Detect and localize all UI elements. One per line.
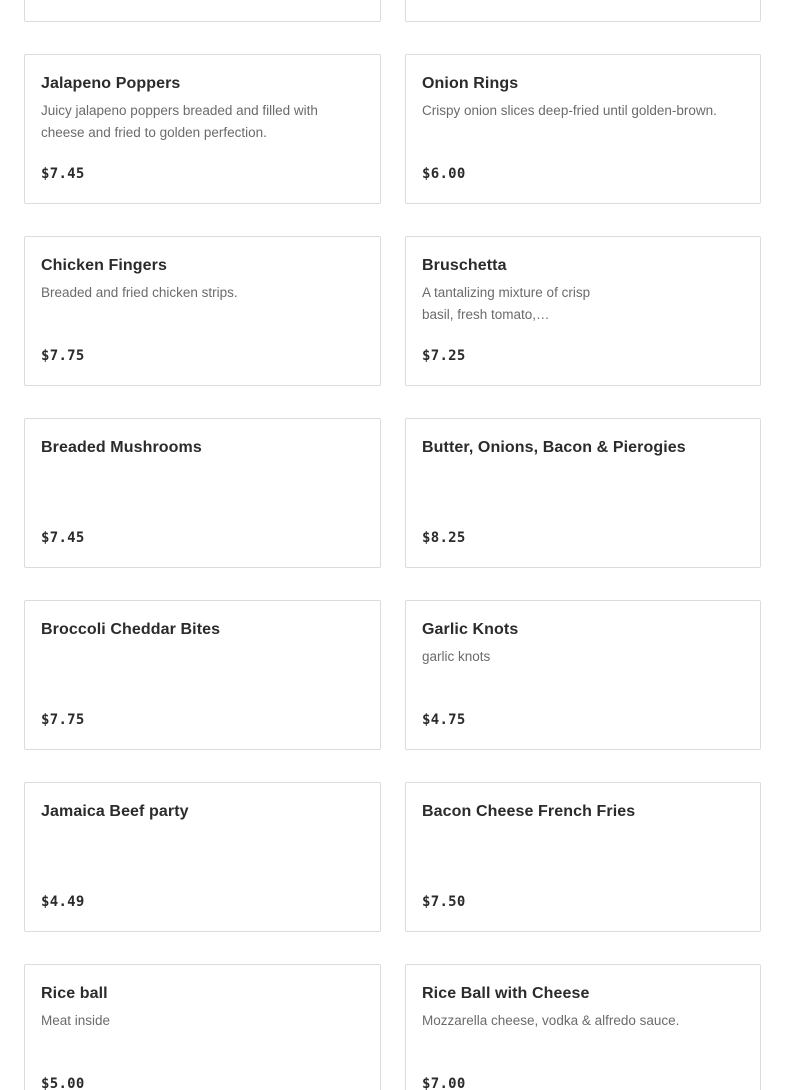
- menu-item-name: Rice ball: [41, 985, 108, 1002]
- menu-item-card[interactable]: [24, 418, 381, 568]
- menu-item-name: Broccoli Cheddar Bites: [41, 621, 221, 638]
- menu-item-price: $6.00: [422, 166, 466, 182]
- menu-item-name: Rice Ball with Cheese: [422, 985, 590, 1002]
- menu-item-name: Butter, Onions, Bacon & Pierogies: [422, 439, 686, 456]
- menu-item-card[interactable]: [405, 600, 761, 750]
- menu-item-card[interactable]: [24, 600, 381, 750]
- menu-item-card[interactable]: [24, 964, 381, 1090]
- menu-item-price: $8.25: [422, 530, 466, 546]
- menu-item-name: Breaded Mushrooms: [41, 439, 202, 456]
- menu-item-card[interactable]: [405, 54, 761, 204]
- menu-item-price: $7.75: [41, 348, 85, 364]
- menu-item-card[interactable]: [24, 782, 381, 932]
- menu-item-description: Juicy jalapeno poppers breaded and filled with cheese and fried to golden perfection.: [41, 103, 318, 140]
- menu-item-price: $4.75: [422, 712, 466, 728]
- menu-item-price: $4.49: [41, 894, 85, 910]
- menu-item-name: Bruschetta: [422, 257, 507, 274]
- menu-item-name: Chicken Fingers: [41, 257, 167, 274]
- menu-item-name: Jamaica Beef party: [41, 803, 189, 820]
- menu-item-name: Onion Rings: [422, 75, 519, 92]
- menu-item-card[interactable]: [405, 0, 761, 22]
- menu-item-description: Crispy onion slices deep-fried until golden-brown.: [422, 103, 717, 118]
- menu-item-price: $7.45: [41, 530, 85, 546]
- menu-item-card[interactable]: [405, 964, 761, 1090]
- menu-item-price: $7.45: [41, 166, 85, 182]
- menu-item-name: Bacon Cheese French Fries: [422, 803, 636, 820]
- menu-item-card[interactable]: [405, 236, 761, 386]
- menu-item-description: garlic knots: [422, 649, 491, 664]
- menu-item-description: Breaded and fried chicken strips.: [41, 285, 238, 300]
- menu-item-card[interactable]: [24, 54, 381, 204]
- menu-item-name: Garlic Knots: [422, 621, 519, 638]
- menu-item-description: Mozzarella cheese, vodka & alfredo sauce.: [422, 1013, 680, 1028]
- menu-item-card[interactable]: [405, 418, 761, 568]
- menu-item-description: A tantalizing mixture of crisp basil, fresh tomato,…: [422, 285, 591, 322]
- menu-item-price: $7.25: [422, 348, 466, 364]
- menu-item-price: $7.00: [422, 1076, 466, 1090]
- menu-item-name: Jalapeno Poppers: [41, 75, 181, 92]
- menu-item-price: $5.00: [41, 1076, 85, 1090]
- menu-item-description: Meat inside: [41, 1013, 111, 1028]
- menu-item-card[interactable]: [24, 236, 381, 386]
- menu-item-price: $7.50: [422, 894, 466, 910]
- menu-items-grid: [24, 0, 761, 1090]
- menu-item-card[interactable]: [24, 0, 381, 22]
- menu-item-card[interactable]: [405, 782, 761, 932]
- menu-item-price: $7.75: [41, 712, 85, 728]
